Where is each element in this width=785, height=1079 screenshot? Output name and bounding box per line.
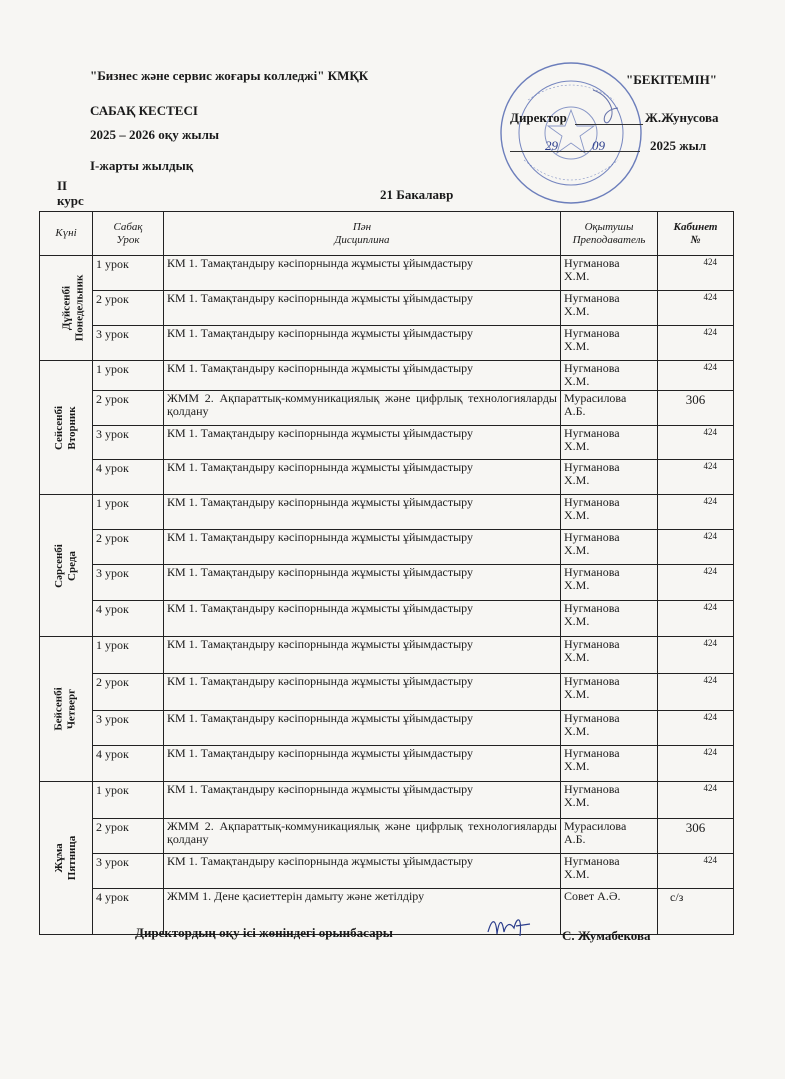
- table-row: [40, 711, 734, 746]
- cabinet-number: 424: [658, 460, 734, 495]
- table-row: [40, 674, 734, 711]
- approval-date-month: 09: [592, 138, 605, 153]
- subject: КМ 1. Тамақтандыру кәсіпорнында жұмысты ұйымдастыру: [164, 460, 561, 495]
- subject: КМ 1. Тамақтандыру кәсіпорнында жұмысты ұйымдастыру: [164, 291, 561, 326]
- group-name: 21 Бакалавр: [380, 187, 454, 202]
- subject: КМ 1. Тамақтандыру кәсіпорнында жұмысты ұйымдастыру: [164, 256, 561, 291]
- teacher: Нугманова Х.М.: [561, 854, 658, 889]
- table-row: [40, 495, 734, 530]
- page-title: САБАҚ КЕСТЕСІ: [90, 103, 198, 118]
- lesson-number: 1 урок: [93, 637, 164, 674]
- subject: КМ 1. Тамақтандыру кәсіпорнында жұмысты ұйымдастыру: [164, 601, 561, 637]
- lesson-number: 2 урок: [93, 530, 164, 565]
- lesson-number: 3 урок: [93, 426, 164, 460]
- cabinet-number: 424: [658, 495, 734, 530]
- cabinet-number: 424: [658, 291, 734, 326]
- lesson-number: 1 урок: [93, 782, 164, 819]
- cabinet-number: 306: [658, 819, 734, 854]
- cabinet-number: 424: [658, 565, 734, 601]
- lesson-number: 2 урок: [93, 391, 164, 426]
- cabinet-number: 424: [658, 637, 734, 674]
- subject: КМ 1. Тамақтандыру кәсіпорнында жұмысты ұйымдастыру: [164, 565, 561, 601]
- course-label: II курс: [57, 178, 84, 208]
- teacher: Нугманова Х.М.: [561, 674, 658, 711]
- table-row: [40, 819, 734, 854]
- table-row: [40, 326, 734, 361]
- lesson-number: 4 урок: [93, 601, 164, 637]
- teacher: Нугманова Х.М.: [561, 460, 658, 495]
- teacher: Нугманова Х.М.: [561, 782, 658, 819]
- table-row: [40, 391, 734, 426]
- table-row: [40, 256, 734, 291]
- approval-label: "БЕКІТЕМІН": [626, 72, 717, 87]
- deputy-director-label: Директордың оқу ісі жөніндегі орынбасары: [135, 925, 393, 940]
- approval-date-year: 2025 жыл: [650, 138, 707, 153]
- table-row: [40, 782, 734, 819]
- header-subject: Пән Дисциплина: [164, 212, 561, 256]
- subject: КМ 1. Тамақтандыру кәсіпорнында жұмысты ұйымдастыру: [164, 637, 561, 674]
- cabinet-number: 424: [658, 746, 734, 782]
- semester: І-жарты жылдық: [90, 158, 194, 173]
- teacher: Мурасилова А.Б.: [561, 819, 658, 854]
- cabinet-number: 424: [658, 601, 734, 637]
- subject: КМ 1. Тамақтандыру кәсіпорнында жұмысты ұйымдастыру: [164, 361, 561, 391]
- header-day: Күні: [40, 212, 93, 256]
- lesson-number: 2 урок: [93, 674, 164, 711]
- subject: КМ 1. Тамақтандыру кәсіпорнында жұмысты ұйымдастыру: [164, 782, 561, 819]
- subject: КМ 1. Тамақтандыру кәсіпорнында жұмысты ұйымдастыру: [164, 530, 561, 565]
- organization-name: "Бизнес және сервис жоғары колледжі" КМҚК: [90, 68, 369, 83]
- teacher: Нугманова Х.М.: [561, 495, 658, 530]
- cabinet-number: 424: [658, 782, 734, 819]
- teacher: Нугманова Х.М.: [561, 530, 658, 565]
- subject: КМ 1. Тамақтандыру кәсіпорнында жұмысты ұйымдастыру: [164, 426, 561, 460]
- cabinet-number: 424: [658, 256, 734, 291]
- day-name: Жұма Пятница: [40, 782, 93, 935]
- academic-year: 2025 – 2026 оқу жылы: [90, 127, 220, 142]
- day-name: Бейсенбі Четверг: [40, 637, 93, 782]
- official-seal-stamp: [498, 60, 644, 206]
- teacher: Нугманова Х.М.: [561, 711, 658, 746]
- teacher: Мурасилова А.Б.: [561, 391, 658, 426]
- lesson-number: 2 урок: [93, 819, 164, 854]
- header-lesson: Сабақ Урок: [93, 212, 164, 256]
- teacher: Нугманова Х.М.: [561, 291, 658, 326]
- cabinet-number: с/з: [658, 889, 734, 935]
- subject: КМ 1. Тамақтандыру кәсіпорнында жұмысты ұйымдастыру: [164, 711, 561, 746]
- lesson-number: 4 урок: [93, 746, 164, 782]
- header-cabinet: Кабинет №: [658, 212, 734, 256]
- lesson-number: 1 урок: [93, 256, 164, 291]
- cabinet-number: 424: [658, 674, 734, 711]
- subject: КМ 1. Тамақтандыру кәсіпорнында жұмысты ұйымдастыру: [164, 746, 561, 782]
- subject: ЖММ 2. Ақпараттық-коммуникациялық және цифрлық технологияларды қолдану: [164, 819, 561, 854]
- day-name: Сәрсенбі Среда: [40, 495, 93, 637]
- subject: КМ 1. Тамақтандыру кәсіпорнында жұмысты ұйымдастыру: [164, 495, 561, 530]
- cabinet-number: 424: [658, 854, 734, 889]
- teacher: Нугманова Х.М.: [561, 256, 658, 291]
- lesson-number: 3 урок: [93, 565, 164, 601]
- cabinet-number: 306: [658, 391, 734, 426]
- lesson-number: 1 урок: [93, 495, 164, 530]
- lesson-number: 2 урок: [93, 291, 164, 326]
- day-name: Дүйсенбі Понедельник: [40, 256, 93, 361]
- teacher: Нугманова Х.М.: [561, 601, 658, 637]
- table-row: [40, 565, 734, 601]
- deputy-director-name: С. Жумабекова: [562, 928, 651, 943]
- director-name: Ж.Жунусова: [645, 110, 719, 125]
- lesson-number: 3 урок: [93, 711, 164, 746]
- subject: КМ 1. Тамақтандыру кәсіпорнында жұмысты ұйымдастыру: [164, 854, 561, 889]
- cabinet-number: 424: [658, 530, 734, 565]
- teacher: Нугманова Х.М.: [561, 565, 658, 601]
- lesson-number: 1 урок: [93, 361, 164, 391]
- lesson-number: 3 урок: [93, 326, 164, 361]
- table-row: [40, 746, 734, 782]
- lesson-number: 3 урок: [93, 854, 164, 889]
- teacher: Нугманова Х.М.: [561, 326, 658, 361]
- table-row: [40, 291, 734, 326]
- director-label: Директор: [510, 110, 567, 125]
- header-teacher: Оқытушы Преподаватель: [561, 212, 658, 256]
- subject: КМ 1. Тамақтандыру кәсіпорнында жұмысты ұйымдастыру: [164, 674, 561, 711]
- table-row: [40, 460, 734, 495]
- table-row: [40, 601, 734, 637]
- lesson-number: 4 урок: [93, 889, 164, 935]
- subject: ЖММ 2. Ақпараттық-коммуникациялық және цифрлық технологияларды қолдану: [164, 391, 561, 426]
- cabinet-number: 424: [658, 426, 734, 460]
- schedule-table: [39, 211, 734, 935]
- table-row: [40, 361, 734, 391]
- subject: ЖММ 1. Дене қасиеттерін дамыту және жетілдіру: [164, 889, 561, 935]
- teacher: Нугманова Х.М.: [561, 637, 658, 674]
- approval-date-day: 29: [545, 138, 558, 153]
- table-row: [40, 637, 734, 674]
- teacher: Нугманова Х.М.: [561, 361, 658, 391]
- signature-line: [575, 124, 643, 125]
- teacher: Совет А.Ә.: [561, 889, 658, 935]
- day-name: Сейсенбі Вторник: [40, 361, 93, 495]
- deputy-signature: [484, 912, 534, 942]
- cabinet-number: 424: [658, 361, 734, 391]
- cabinet-number: 424: [658, 711, 734, 746]
- table-row: [40, 854, 734, 889]
- teacher: Нугманова Х.М.: [561, 426, 658, 460]
- subject: КМ 1. Тамақтандыру кәсіпорнында жұмысты ұйымдастыру: [164, 326, 561, 361]
- date-line: [510, 151, 640, 152]
- lesson-number: 4 урок: [93, 460, 164, 495]
- table-row: [40, 530, 734, 565]
- teacher: Нугманова Х.М.: [561, 746, 658, 782]
- table-row: [40, 426, 734, 460]
- cabinet-number: 424: [658, 326, 734, 361]
